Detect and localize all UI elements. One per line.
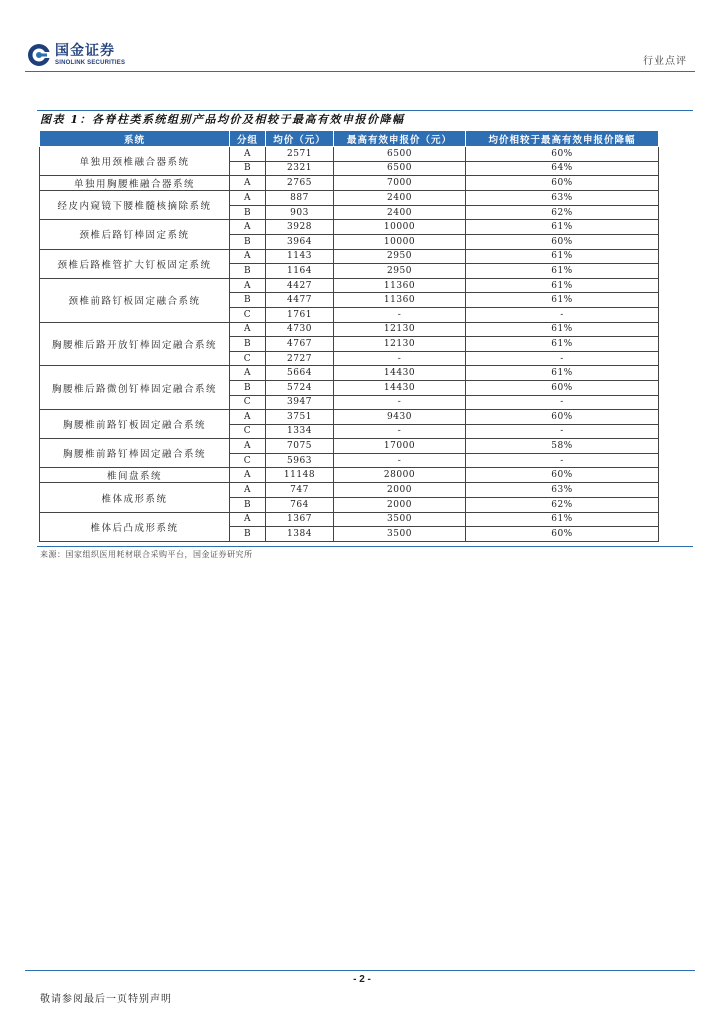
group-cell: C xyxy=(230,424,266,439)
group-cell: A xyxy=(230,191,266,206)
price-drop-cell: 61% xyxy=(466,366,659,381)
table-row xyxy=(40,366,659,381)
avg-price-cell: 3751 xyxy=(266,410,334,425)
avg-price-cell: 4767 xyxy=(266,337,334,352)
avg-price-cell: 2321 xyxy=(266,161,334,176)
price-drop-cell: 60% xyxy=(466,147,659,162)
avg-price-cell: 764 xyxy=(266,498,334,513)
price-drop-cell: 64% xyxy=(466,161,659,176)
max-bid-price-cell: 12130 xyxy=(334,322,466,337)
price-drop-cell: 60% xyxy=(466,468,659,483)
group-cell: B xyxy=(230,264,266,279)
group-cell: B xyxy=(230,234,266,249)
price-drop-cell: - xyxy=(466,453,659,468)
system-name-cell: 椎间盘系统 xyxy=(40,468,230,483)
system-name-cell: 胸腰椎后路开放钉棒固定融合系统 xyxy=(40,322,230,366)
avg-price-cell: 747 xyxy=(266,483,334,498)
max-bid-price-cell: 6500 xyxy=(334,147,466,162)
table-row xyxy=(40,410,659,425)
max-bid-price-cell: - xyxy=(334,307,466,322)
price-drop-cell: 61% xyxy=(466,337,659,352)
column-header-group: 分组 xyxy=(230,131,266,147)
table-row xyxy=(40,147,659,162)
column-header-system: 系统 xyxy=(40,131,230,147)
group-cell: A xyxy=(230,512,266,527)
price-drop-cell: 63% xyxy=(466,483,659,498)
table-row xyxy=(40,249,659,264)
group-cell: A xyxy=(230,147,266,162)
column-header-max-bid-price: 最高有效申报价（元） xyxy=(334,131,466,147)
system-name-cell: 胸腰椎前路钉棒固定融合系统 xyxy=(40,439,230,468)
group-cell: A xyxy=(230,483,266,498)
price-drop-cell: 61% xyxy=(466,220,659,235)
page-header xyxy=(25,38,695,72)
price-drop-cell: - xyxy=(466,424,659,439)
table-body xyxy=(40,147,659,542)
max-bid-price-cell: - xyxy=(334,351,466,366)
group-cell: A xyxy=(230,410,266,425)
page-number: - 2 - xyxy=(353,974,371,985)
price-drop-cell: 62% xyxy=(466,498,659,513)
avg-price-cell: 4477 xyxy=(266,293,334,308)
avg-price-cell: 3964 xyxy=(266,234,334,249)
price-drop-cell: - xyxy=(466,395,659,410)
figure-bottom-rule xyxy=(37,546,693,547)
max-bid-price-cell: - xyxy=(334,453,466,468)
avg-price-cell: 1334 xyxy=(266,424,334,439)
column-header-price-drop: 均价相较于最高有效申报价降幅 xyxy=(466,131,659,147)
max-bid-price-cell: 7000 xyxy=(334,176,466,191)
max-bid-price-cell: 17000 xyxy=(334,439,466,454)
group-cell: B xyxy=(230,527,266,542)
table-row xyxy=(40,220,659,235)
report-section-label: 行业点评 xyxy=(643,56,687,67)
group-cell: A xyxy=(230,468,266,483)
column-header-avg-price: 均价（元） xyxy=(266,131,334,147)
system-name-cell: 经皮内窥镜下腰椎髓核摘除系统 xyxy=(40,191,230,220)
max-bid-price-cell: 6500 xyxy=(334,161,466,176)
price-drop-cell: 60% xyxy=(466,380,659,395)
max-bid-price-cell: - xyxy=(334,395,466,410)
system-name-cell: 椎体后凸成形系统 xyxy=(40,512,230,541)
system-name-cell: 单独用颈椎融合器系统 xyxy=(40,147,230,176)
max-bid-price-cell: 9430 xyxy=(334,410,466,425)
price-drop-cell: 60% xyxy=(466,410,659,425)
price-drop-cell: 63% xyxy=(466,191,659,206)
avg-price-cell: 5724 xyxy=(266,380,334,395)
header-divider xyxy=(25,71,695,72)
price-drop-cell: 60% xyxy=(466,527,659,542)
group-cell: B xyxy=(230,161,266,176)
max-bid-price-cell: 12130 xyxy=(334,337,466,352)
max-bid-price-cell: 14430 xyxy=(334,366,466,381)
logo-chinese-name: 国金证券 xyxy=(55,43,115,59)
avg-price-cell: 4730 xyxy=(266,322,334,337)
group-cell: C xyxy=(230,395,266,410)
group-cell: A xyxy=(230,220,266,235)
max-bid-price-cell: 11360 xyxy=(334,278,466,293)
avg-price-cell: 7075 xyxy=(266,439,334,454)
figure-source: 来源：国家组织医用耗材联合采购平台，国金证券研究所 xyxy=(40,550,253,559)
avg-price-cell: 2571 xyxy=(266,147,334,162)
max-bid-price-cell: 28000 xyxy=(334,468,466,483)
price-drop-cell: 61% xyxy=(466,264,659,279)
price-drop-cell: 60% xyxy=(466,234,659,249)
max-bid-price-cell: 2400 xyxy=(334,191,466,206)
max-bid-price-cell: 3500 xyxy=(334,512,466,527)
disclaimer-note: 敬请参阅最后一页特别声明 xyxy=(40,994,172,1005)
price-drop-cell: 58% xyxy=(466,439,659,454)
max-bid-price-cell: 2000 xyxy=(334,498,466,513)
max-bid-price-cell: 2950 xyxy=(334,264,466,279)
price-drop-cell: - xyxy=(466,307,659,322)
group-cell: A xyxy=(230,322,266,337)
table-row xyxy=(40,483,659,498)
max-bid-price-cell: 2400 xyxy=(334,205,466,220)
price-drop-cell: 61% xyxy=(466,278,659,293)
group-cell: B xyxy=(230,293,266,308)
footer-divider xyxy=(25,970,695,971)
table-row xyxy=(40,512,659,527)
group-cell: A xyxy=(230,249,266,264)
company-logo xyxy=(27,40,125,70)
group-cell: B xyxy=(230,380,266,395)
max-bid-price-cell: 2950 xyxy=(334,249,466,264)
avg-price-cell: 5664 xyxy=(266,366,334,381)
group-cell: C xyxy=(230,453,266,468)
max-bid-price-cell: 10000 xyxy=(334,234,466,249)
system-name-cell: 胸腰椎前路钉板固定融合系统 xyxy=(40,410,230,439)
avg-price-cell: 3928 xyxy=(266,220,334,235)
price-drop-cell: 61% xyxy=(466,249,659,264)
avg-price-cell: 1143 xyxy=(266,249,334,264)
avg-price-cell: 903 xyxy=(266,205,334,220)
system-name-cell: 胸腰椎后路微创钉棒固定融合系统 xyxy=(40,366,230,410)
system-name-cell: 椎体成形系统 xyxy=(40,483,230,512)
table-header-row xyxy=(40,131,659,147)
group-cell: C xyxy=(230,351,266,366)
price-drop-cell: 60% xyxy=(466,176,659,191)
price-drop-cell: 61% xyxy=(466,322,659,337)
max-bid-price-cell: 11360 xyxy=(334,293,466,308)
avg-price-cell: 887 xyxy=(266,191,334,206)
group-cell: A xyxy=(230,439,266,454)
max-bid-price-cell: 14430 xyxy=(334,380,466,395)
group-cell: B xyxy=(230,337,266,352)
group-cell: B xyxy=(230,205,266,220)
price-drop-cell: 61% xyxy=(466,293,659,308)
price-drop-cell: 61% xyxy=(466,512,659,527)
group-cell: A xyxy=(230,278,266,293)
figure-title: 图表 1：各脊柱类系统组别产品均价及相较于最高有效申报价降幅 xyxy=(40,113,405,126)
max-bid-price-cell: - xyxy=(334,424,466,439)
logo-english-name: SINOLINK SECURITIES xyxy=(55,60,126,66)
group-cell: C xyxy=(230,307,266,322)
table-row xyxy=(40,278,659,293)
avg-price-cell: 4427 xyxy=(266,278,334,293)
price-comparison-table xyxy=(39,130,659,542)
table-row xyxy=(40,439,659,454)
system-name-cell: 颈椎后路椎管扩大钉板固定系统 xyxy=(40,249,230,278)
table-row xyxy=(40,322,659,337)
table-row xyxy=(40,468,659,483)
logo-mark-icon xyxy=(27,43,51,67)
avg-price-cell: 2727 xyxy=(266,351,334,366)
avg-price-cell: 2765 xyxy=(266,176,334,191)
system-name-cell: 单独用胸腰椎融合器系统 xyxy=(40,176,230,191)
price-drop-cell: - xyxy=(466,351,659,366)
avg-price-cell: 3947 xyxy=(266,395,334,410)
price-drop-cell: 62% xyxy=(466,205,659,220)
system-name-cell: 颈椎前路钉板固定融合系统 xyxy=(40,278,230,322)
avg-price-cell: 11148 xyxy=(266,468,334,483)
max-bid-price-cell: 10000 xyxy=(334,220,466,235)
max-bid-price-cell: 2000 xyxy=(334,483,466,498)
avg-price-cell: 1164 xyxy=(266,264,334,279)
avg-price-cell: 1367 xyxy=(266,512,334,527)
group-cell: A xyxy=(230,366,266,381)
table-row xyxy=(40,191,659,206)
group-cell: A xyxy=(230,176,266,191)
table-row xyxy=(40,176,659,191)
avg-price-cell: 1384 xyxy=(266,527,334,542)
max-bid-price-cell: 3500 xyxy=(334,527,466,542)
system-name-cell: 颈椎后路钉棒固定系统 xyxy=(40,220,230,249)
avg-price-cell: 1761 xyxy=(266,307,334,322)
group-cell: B xyxy=(230,498,266,513)
avg-price-cell: 5963 xyxy=(266,453,334,468)
